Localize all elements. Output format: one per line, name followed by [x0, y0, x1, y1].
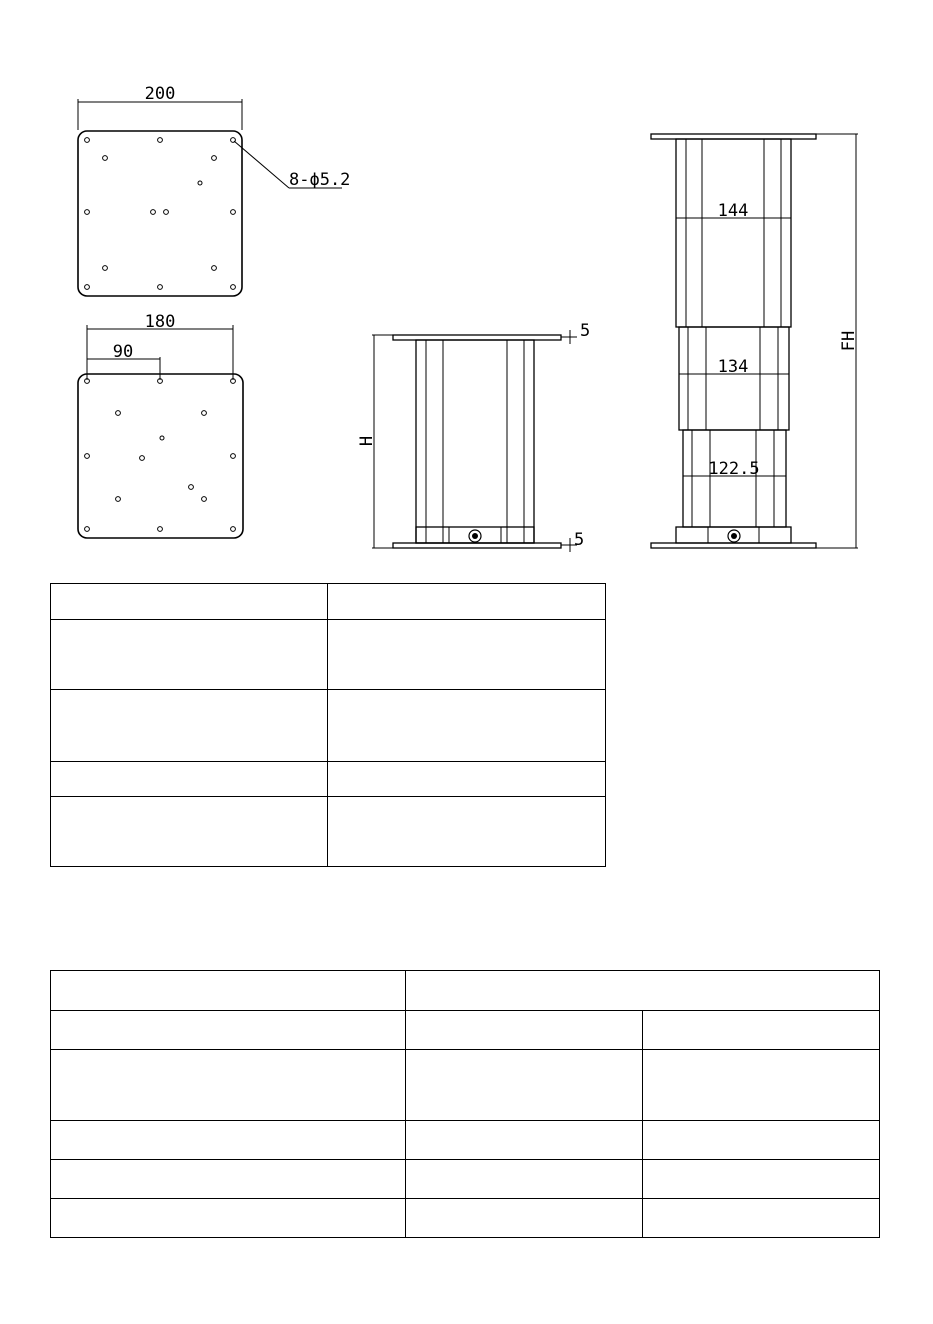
- table-cell: [643, 1011, 880, 1050]
- table-cell: [406, 1050, 643, 1121]
- dimension-200: [78, 84, 242, 130]
- dim-label-134: 134: [717, 357, 749, 377]
- table-cell: [406, 1011, 643, 1050]
- table-cell: [328, 584, 606, 620]
- spec-table-1: [50, 583, 606, 867]
- table-cell: [328, 762, 606, 797]
- dim-label-90: 90: [112, 342, 134, 362]
- table-cell: [328, 620, 606, 690]
- table-cell: [643, 1050, 880, 1121]
- spec-table-2: [50, 970, 880, 1238]
- table-row: [51, 762, 606, 797]
- table-cell: [643, 1160, 880, 1199]
- top-plate-view: [78, 84, 350, 296]
- dim-label-180: 180: [144, 312, 176, 332]
- table-row: [51, 620, 606, 690]
- table-row: [51, 1160, 880, 1199]
- table-cell: [51, 1121, 406, 1160]
- table-cell: [51, 797, 328, 867]
- bottom-plate-holes: [85, 379, 236, 532]
- top-plate-holes: [85, 138, 236, 290]
- table-cell: [406, 971, 880, 1011]
- dim-label-fh: FH: [839, 330, 859, 352]
- table-cell: [328, 797, 606, 867]
- table-cell: [406, 1160, 643, 1199]
- table-cell: [51, 620, 328, 690]
- table-row: [51, 1199, 880, 1238]
- table-cell: [643, 1199, 880, 1238]
- table-row: [51, 690, 606, 762]
- table-row: [51, 971, 880, 1011]
- table-cell: [51, 584, 328, 620]
- dim-label-5-bottom: 5: [574, 530, 585, 550]
- table-cell: [51, 1011, 406, 1050]
- dim-label-200: 200: [144, 84, 176, 104]
- table-row: [51, 1121, 880, 1160]
- table-row: [51, 797, 606, 867]
- dim-label-144: 144: [717, 201, 749, 221]
- side-view-extended: [651, 134, 859, 548]
- table-cell: [51, 1160, 406, 1199]
- hole-leader: [234, 141, 350, 190]
- dim-label-122-5: 122.5: [708, 459, 760, 479]
- table-row: [51, 1011, 880, 1050]
- table-row: [51, 584, 606, 620]
- table-cell: [51, 690, 328, 762]
- table-row: [51, 1050, 880, 1121]
- dim-label-5-top: 5: [580, 321, 591, 341]
- side-view-retracted: [357, 321, 590, 552]
- table-cell: [643, 1121, 880, 1160]
- table-cell: [51, 1050, 406, 1121]
- table-cell: [406, 1121, 643, 1160]
- table-cell: [51, 971, 406, 1011]
- bottom-plate-view: [78, 312, 243, 538]
- hole-spec-label: 8-ϕ5.2: [289, 170, 351, 190]
- table-cell: [328, 690, 606, 762]
- dim-label-h: H: [357, 435, 377, 447]
- table-cell: [51, 762, 328, 797]
- table-cell: [406, 1199, 643, 1238]
- table-cell: [51, 1199, 406, 1238]
